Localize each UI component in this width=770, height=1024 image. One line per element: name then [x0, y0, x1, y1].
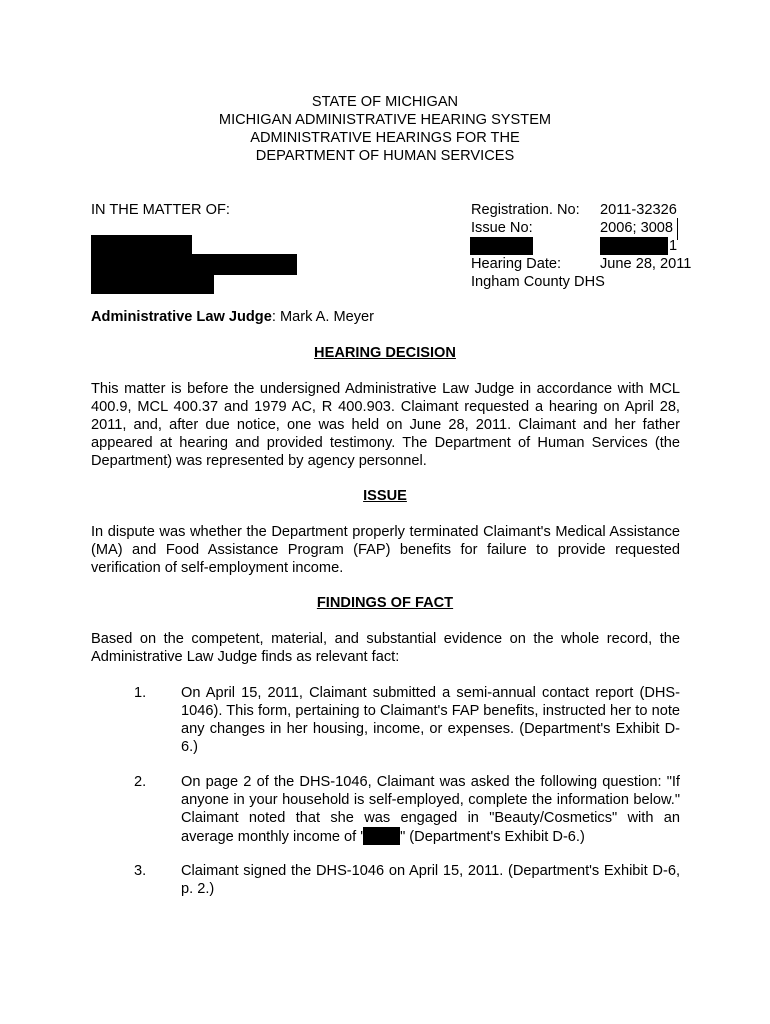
finding-2-text-b: " (Department's Exhibit D-6.)	[400, 829, 585, 845]
issue-heading: ISSUE	[363, 488, 407, 504]
hearing-date-value: June 28, 2011	[600, 256, 692, 272]
judge-name: : Mark A. Meyer	[271, 309, 375, 325]
text-cursor	[677, 218, 678, 240]
judge-label: Administrative Law Judge	[91, 309, 272, 325]
finding-3-text: Claimant signed the DHS-1046 on April 15, 2011. (Department's Exhibit D-6, p. 2.)	[181, 863, 680, 897]
header-state: STATE OF MICHIGAN	[311, 94, 459, 110]
redacted-name-3	[91, 274, 214, 294]
document-header	[0, 93, 770, 165]
issue-paragraph: In dispute was whether the Department properly terminated Claimant's Medical Assistance (MA) and Food Assistance Program (FAP) benefits for failure to provide requested verification of self-employment income.	[91, 524, 680, 576]
finding-2-text-a: On page 2 of the DHS-1046, Claimant was asked the following question: "If anyone in your household is self-employed, complete the information below." Claimant noted that she was engaged in "Beauty/Cosmetics" with an average monthly income of '	[181, 774, 680, 845]
issue-label: Issue No:	[471, 220, 533, 236]
issue-value: 2006; 3008	[600, 220, 674, 236]
header-hearings: ADMINISTRATIVE HEARINGS FOR THE	[250, 130, 520, 146]
header-department: DEPARTMENT OF HUMAN SERVICES	[255, 148, 515, 164]
findings-heading: FINDINGS OF FACT	[316, 595, 454, 611]
hearing-date-label: Hearing Date:	[471, 256, 562, 272]
finding-3-number: 3.	[134, 863, 147, 879]
redacted-case-1	[470, 237, 533, 255]
redacted-name-2	[91, 254, 297, 275]
registration-label: Registration. No:	[471, 202, 580, 218]
matter-label: IN THE MATTER OF:	[91, 202, 230, 218]
issue-value-extra: 1	[669, 238, 678, 254]
header-system: MICHIGAN ADMINISTRATIVE HEARING SYSTEM	[218, 112, 552, 128]
judge-line	[91, 308, 374, 326]
redacted-case-2	[600, 237, 668, 255]
redacted-income	[363, 827, 400, 845]
finding-2-text	[181, 773, 680, 846]
registration-value: 2011-32326	[600, 202, 677, 218]
finding-1-number: 1.	[134, 685, 147, 701]
finding-1-text: On April 15, 2011, Claimant submitted a semi-annual contact report (DHS-1046). This form, pertaining to Claimant's FAP benefits, instructed her to note any changes in her housing, income, or expenses. (Department's Exhibit D-6.)	[181, 685, 680, 755]
finding-2-number: 2.	[134, 774, 147, 790]
hearing-decision-heading: HEARING DECISION	[314, 345, 456, 361]
redacted-name-1	[91, 235, 192, 255]
findings-intro: Based on the competent, material, and substantial evidence on the whole record, the Administrative Law Judge finds as relevant fact:	[91, 631, 680, 665]
intro-paragraph: This matter is before the undersigned Administrative Law Judge in accordance with MCL 400.9, MCL 400.37 and 1979 AC, R 400.903. Claimant requested a hearing on April 28, 2011, and, after due notice, one was held on June 28, 2011. Claimant and her father appeared at hearing and provided testimony. The Department of Human Services (the Department) was represented by agency personnel.	[91, 381, 680, 469]
county: Ingham County DHS	[471, 274, 605, 290]
